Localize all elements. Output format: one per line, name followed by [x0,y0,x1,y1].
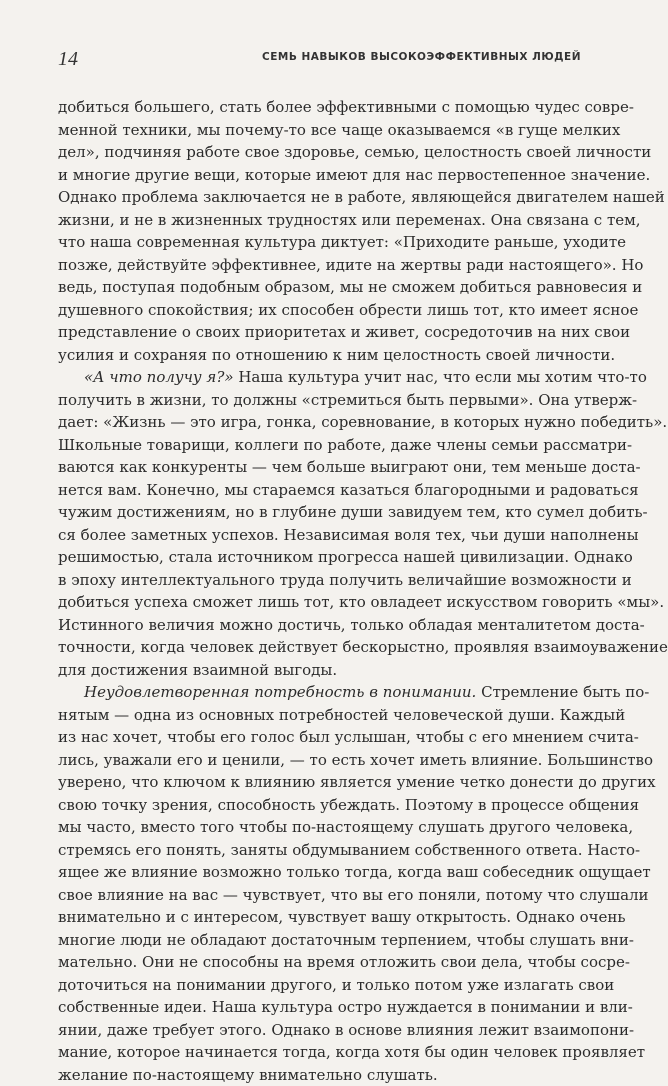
line-text: желание по-настоящему внимательно слушать. [58,1066,438,1084]
text-line [58,1019,586,1042]
line-text: точности, когда человек действует бескорыстно, проявляя взаимоуважение [58,638,668,656]
paragraph-lead-in: «А что получу я?» [84,368,234,386]
page-header [58,48,581,72]
text-line [58,299,586,322]
text-line [58,209,586,232]
line-text: ящее же влияние возможно только тогда, когда ваш собеседник ощущает [58,863,651,881]
line-text: мание, которое начинается тогда, когда хотя бы один человек проявляет [58,1043,645,1061]
text-line [58,1064,586,1086]
line-text: Однако проблема заключается не в работе, являющейся двигателем нашей [58,188,665,206]
line-text: внимательно и с интересом, чувствует вашу открытость. Однако очень [58,908,626,926]
line-text: ведь, поступая подобным образом, мы не сможем добиться равновесия и [58,278,642,296]
line-text: представление о своих приоритетах и живет, сосредоточив на них свои [58,323,630,341]
text-line [58,321,586,344]
line-text: Наша культура учит нас, что если мы хотим что-то [234,368,647,386]
text-line [58,254,586,277]
line-text: Истинного величия можно достичь, только обладая менталитетом доста- [58,616,645,634]
line-text: Школьные товарищи, коллеги по работе, даже члены семьи рассматри- [58,436,632,454]
text-line [58,119,586,142]
line-text: многие люди не обладают достаточным терпением, чтобы слушать вни- [58,931,634,949]
body-text [58,96,586,1086]
text-line [58,1041,586,1064]
text-line [58,816,586,839]
text-line [58,659,586,682]
line-text: что наша современная культура диктует: «Приходите раньше, уходите [58,233,626,251]
line-text: мательно. Они не способны на время отложить свои дела, чтобы сосре- [58,953,630,971]
text-line [58,546,586,569]
line-text: позже, действуйте эффективнее, идите на жертвы ради настоящего». Но [58,256,643,274]
line-text: жизни, и не в жизненных трудностях или переменах. Она связана с тем, [58,211,641,229]
line-text: ваются как конкуренты — чем больше выиграют они, тем меньше доста- [58,458,641,476]
text-line [58,974,586,997]
text-line [58,614,586,637]
text-line [58,861,586,884]
text-line [58,929,586,952]
text-line [58,591,586,614]
text-line [58,366,586,389]
page-number: 14 [58,48,78,71]
line-text: янии, даже требует этого. Однако в основе влияния лежит взаимопони- [58,1021,634,1039]
line-text: в эпоху интеллектуального труда получить величайшие возможности и [58,571,632,589]
paragraph [58,366,586,681]
line-text: мы часто, вместо того чтобы по-настоящему слушать другого человека, [58,818,633,836]
line-text: нется вам. Конечно, мы стараемся казаться благородными и радоваться [58,481,639,499]
text-line [58,749,586,772]
line-text: свое влияние на вас — чувствует, что вы его поняли, потому что слушали [58,886,649,904]
text-line [58,996,586,1019]
text-line [58,681,586,704]
line-text: Стремление быть по- [476,683,649,701]
text-line [58,434,586,457]
line-text: получить в жизни, то должны «стремиться быть первыми». Она утверж- [58,391,637,409]
line-text: стремясь его понять, заняты обдумыванием собственного ответа. Насто- [58,841,640,859]
text-line [58,276,586,299]
line-text: добиться большего, стать более эффективными с помощью чудес совре- [58,98,634,116]
paragraph-lead-in: Неудовлетворенная потребность в понимании. [84,683,476,701]
line-text: уверено, что ключом к влиянию является умение четко донести до других [58,773,656,791]
line-text: дел», подчиняя работе свое здоровье, семью, целостность своей личности [58,143,651,161]
text-line [58,839,586,862]
line-text: для достижения взаимной выгоды. [58,661,337,679]
line-text: душевного спокойствия; их способен обрести лишь тот, кто имеет ясное [58,301,638,319]
text-line [58,951,586,974]
text-line [58,501,586,524]
text-line [58,141,586,164]
text-line [58,389,586,412]
line-text: решимостью, стала источником прогресса нашей цивилизации. Однако [58,548,633,566]
line-text: лись, уважали его и ценили, — то есть хочет иметь влияние. Большинство [58,751,653,769]
paragraph [58,96,586,366]
line-text: свою точку зрения, способность убеждать. Поэтому в процессе общения [58,796,639,814]
text-line [58,569,586,592]
line-text: усилия и сохраняя по отношению к ним целостность своей личности. [58,346,615,364]
line-text: ся более заметных успехов. Независимая воля тех, чьи души наполнены [58,526,639,544]
line-text: нятым — одна из основных потребностей человеческой души. Каждый [58,706,625,724]
line-text: собственные идеи. Наша культура остро нуждается в понимании и вли- [58,998,633,1016]
text-line [58,771,586,794]
line-text: из нас хочет, чтобы его голос был услышан, чтобы с его мнением счита- [58,728,639,746]
text-line [58,636,586,659]
paragraph [58,681,586,1086]
text-line [58,96,586,119]
text-line [58,726,586,749]
line-text: и многие другие вещи, которые имеют для нас первостепенное значение. [58,166,650,184]
text-line [58,186,586,209]
text-line [58,524,586,547]
line-text: добиться успеха сможет лишь тот, кто овладеет искусством говорить «мы». [58,593,664,611]
line-text: чужим достижениям, но в глубине души завидуем тем, кто сумел добить- [58,503,648,521]
text-line [58,164,586,187]
text-line [58,456,586,479]
text-line [58,231,586,254]
text-line [58,704,586,727]
line-text: менной техники, мы почему-то все чаще оказываемся «в гуще мелких [58,121,620,139]
text-line [58,411,586,434]
text-line [58,794,586,817]
text-line [58,344,586,367]
running-title: СЕМЬ НАВЫКОВ ВЫСОКОЭФФЕКТИВНЫХ ЛЮДЕЙ [262,51,581,63]
text-line [58,884,586,907]
text-line [58,479,586,502]
text-line [58,906,586,929]
line-text: дает: «Жизнь — это игра, гонка, соревнование, в которых нужно победить». [58,413,667,431]
line-text: доточиться на понимании другого, и только потом уже излагать свои [58,976,614,994]
